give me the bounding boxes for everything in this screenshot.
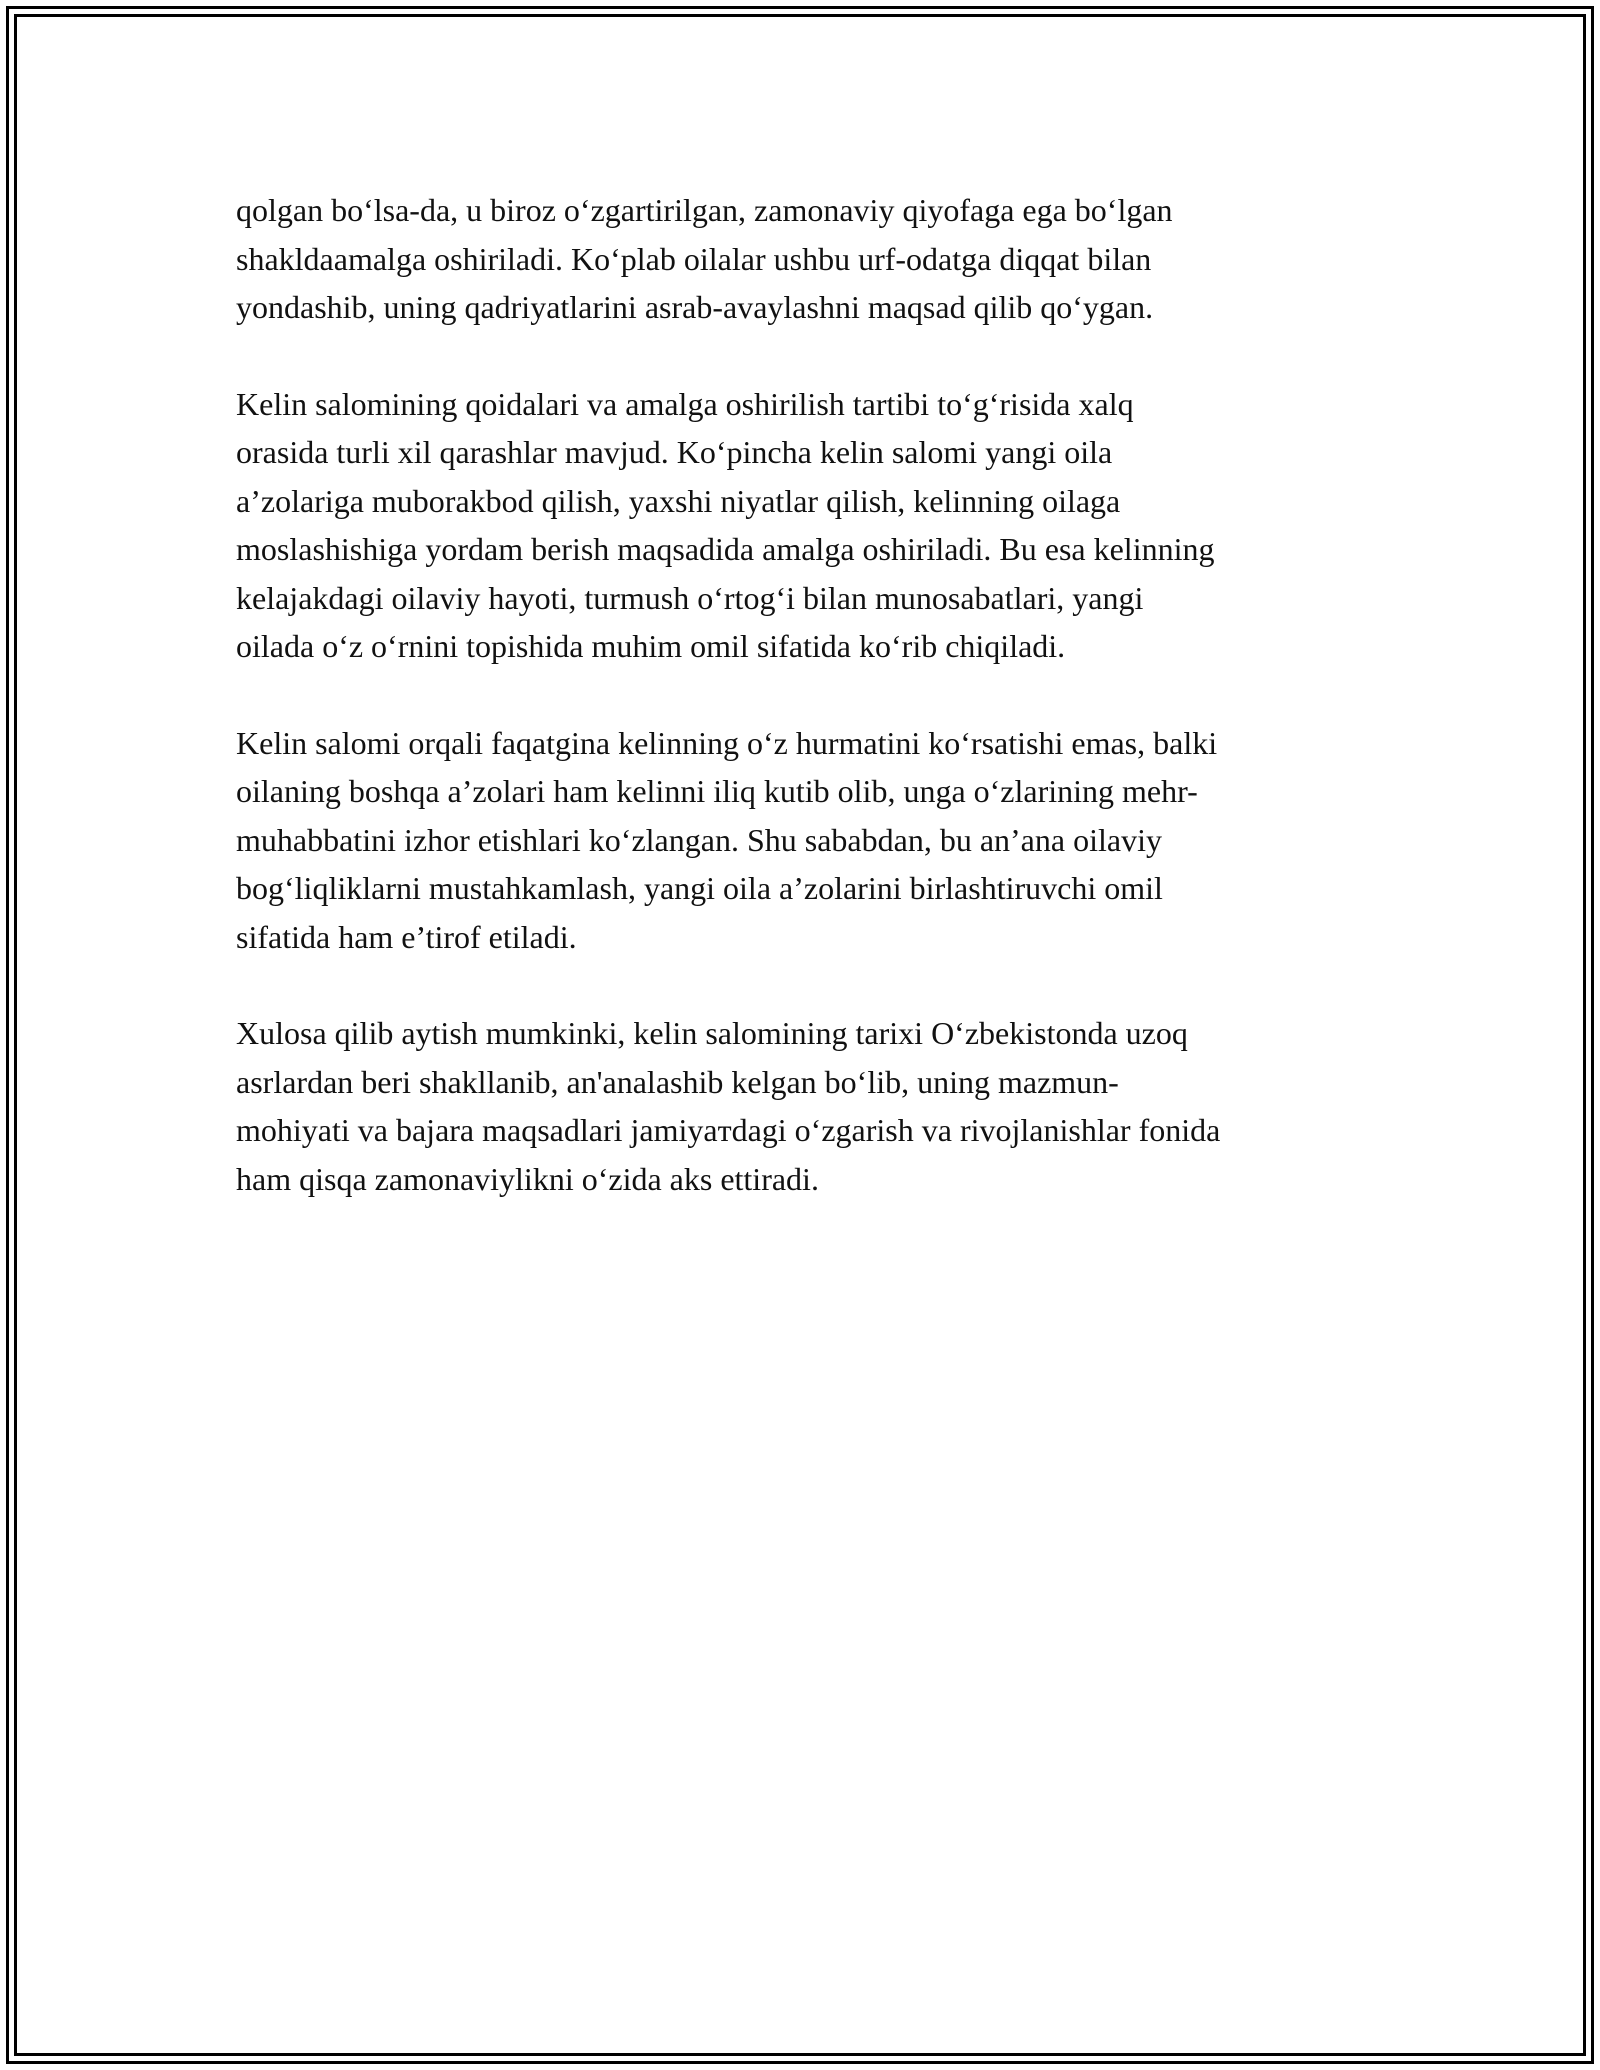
document-body [236,186,1376,1251]
paragraph-2: Kelin salomining qoidalari va amalga oshirilish tartibi to‘g‘risida xalq orasida turli xil qarashlar mavjud. Ko‘pincha kelin salomi yangi oila a’zolariga muborakbod qilish, yaxshi niyatlar qilish, kelinning oilaga moslashishiga yordam berish maqsadida amalga oshiriladi. Bu esa kelinning kelajakdagi oilaviy hayoti, turmush o‘rtog‘i bilan munosabatlari, yangi oilada o‘z o‘rnini topishida muhim omil sifatida ko‘rib chiqiladi. [236,385,1215,664]
paragraph-1: qolgan bo‘lsa-da, u biroz o‘zgartirilgan, zamonaviy qiyofaga ega bo‘lgan shakldaamalga oshiriladi. Ko‘plab oilalar ushbu urf-odatga diqqat bilan yondashib, uning qadriyatlarini asrab-avaylashni maqsad qilib qo‘ygan. [236,192,1173,325]
paragraph-3: Kelin salomi orqali faqatgina kelinning o‘z hurmatini ko‘rsatishi emas, balki oilaning boshqa a’zolari ham kelinni iliq kutib olib, unga o‘zlarining mehr- muhabbatini izhor etishlari ko‘zlangan. Shu sababdan, bu an’ana oilaviy bog‘liqliklarni mustahkamlash, yangi oila a’zolarini birlashtiruvchi omil sifatida ham e’tirof etiladi. [236,724,1218,955]
paragraph-4: Xulosa qilib aytish mumkinki, kelin salomining tarixi O‘zbekistonda uzoq asrlardan beri shakllanib, an'analashib kelgan bo‘lib, uning mazmun- mohiyati va bajara maqsadlari jamiyaтdagi o‘zgarish va rivojlanishlar fonida ham qisqa zamonaviylikni o‘zida aks ettiradi. [236,1015,1221,1197]
